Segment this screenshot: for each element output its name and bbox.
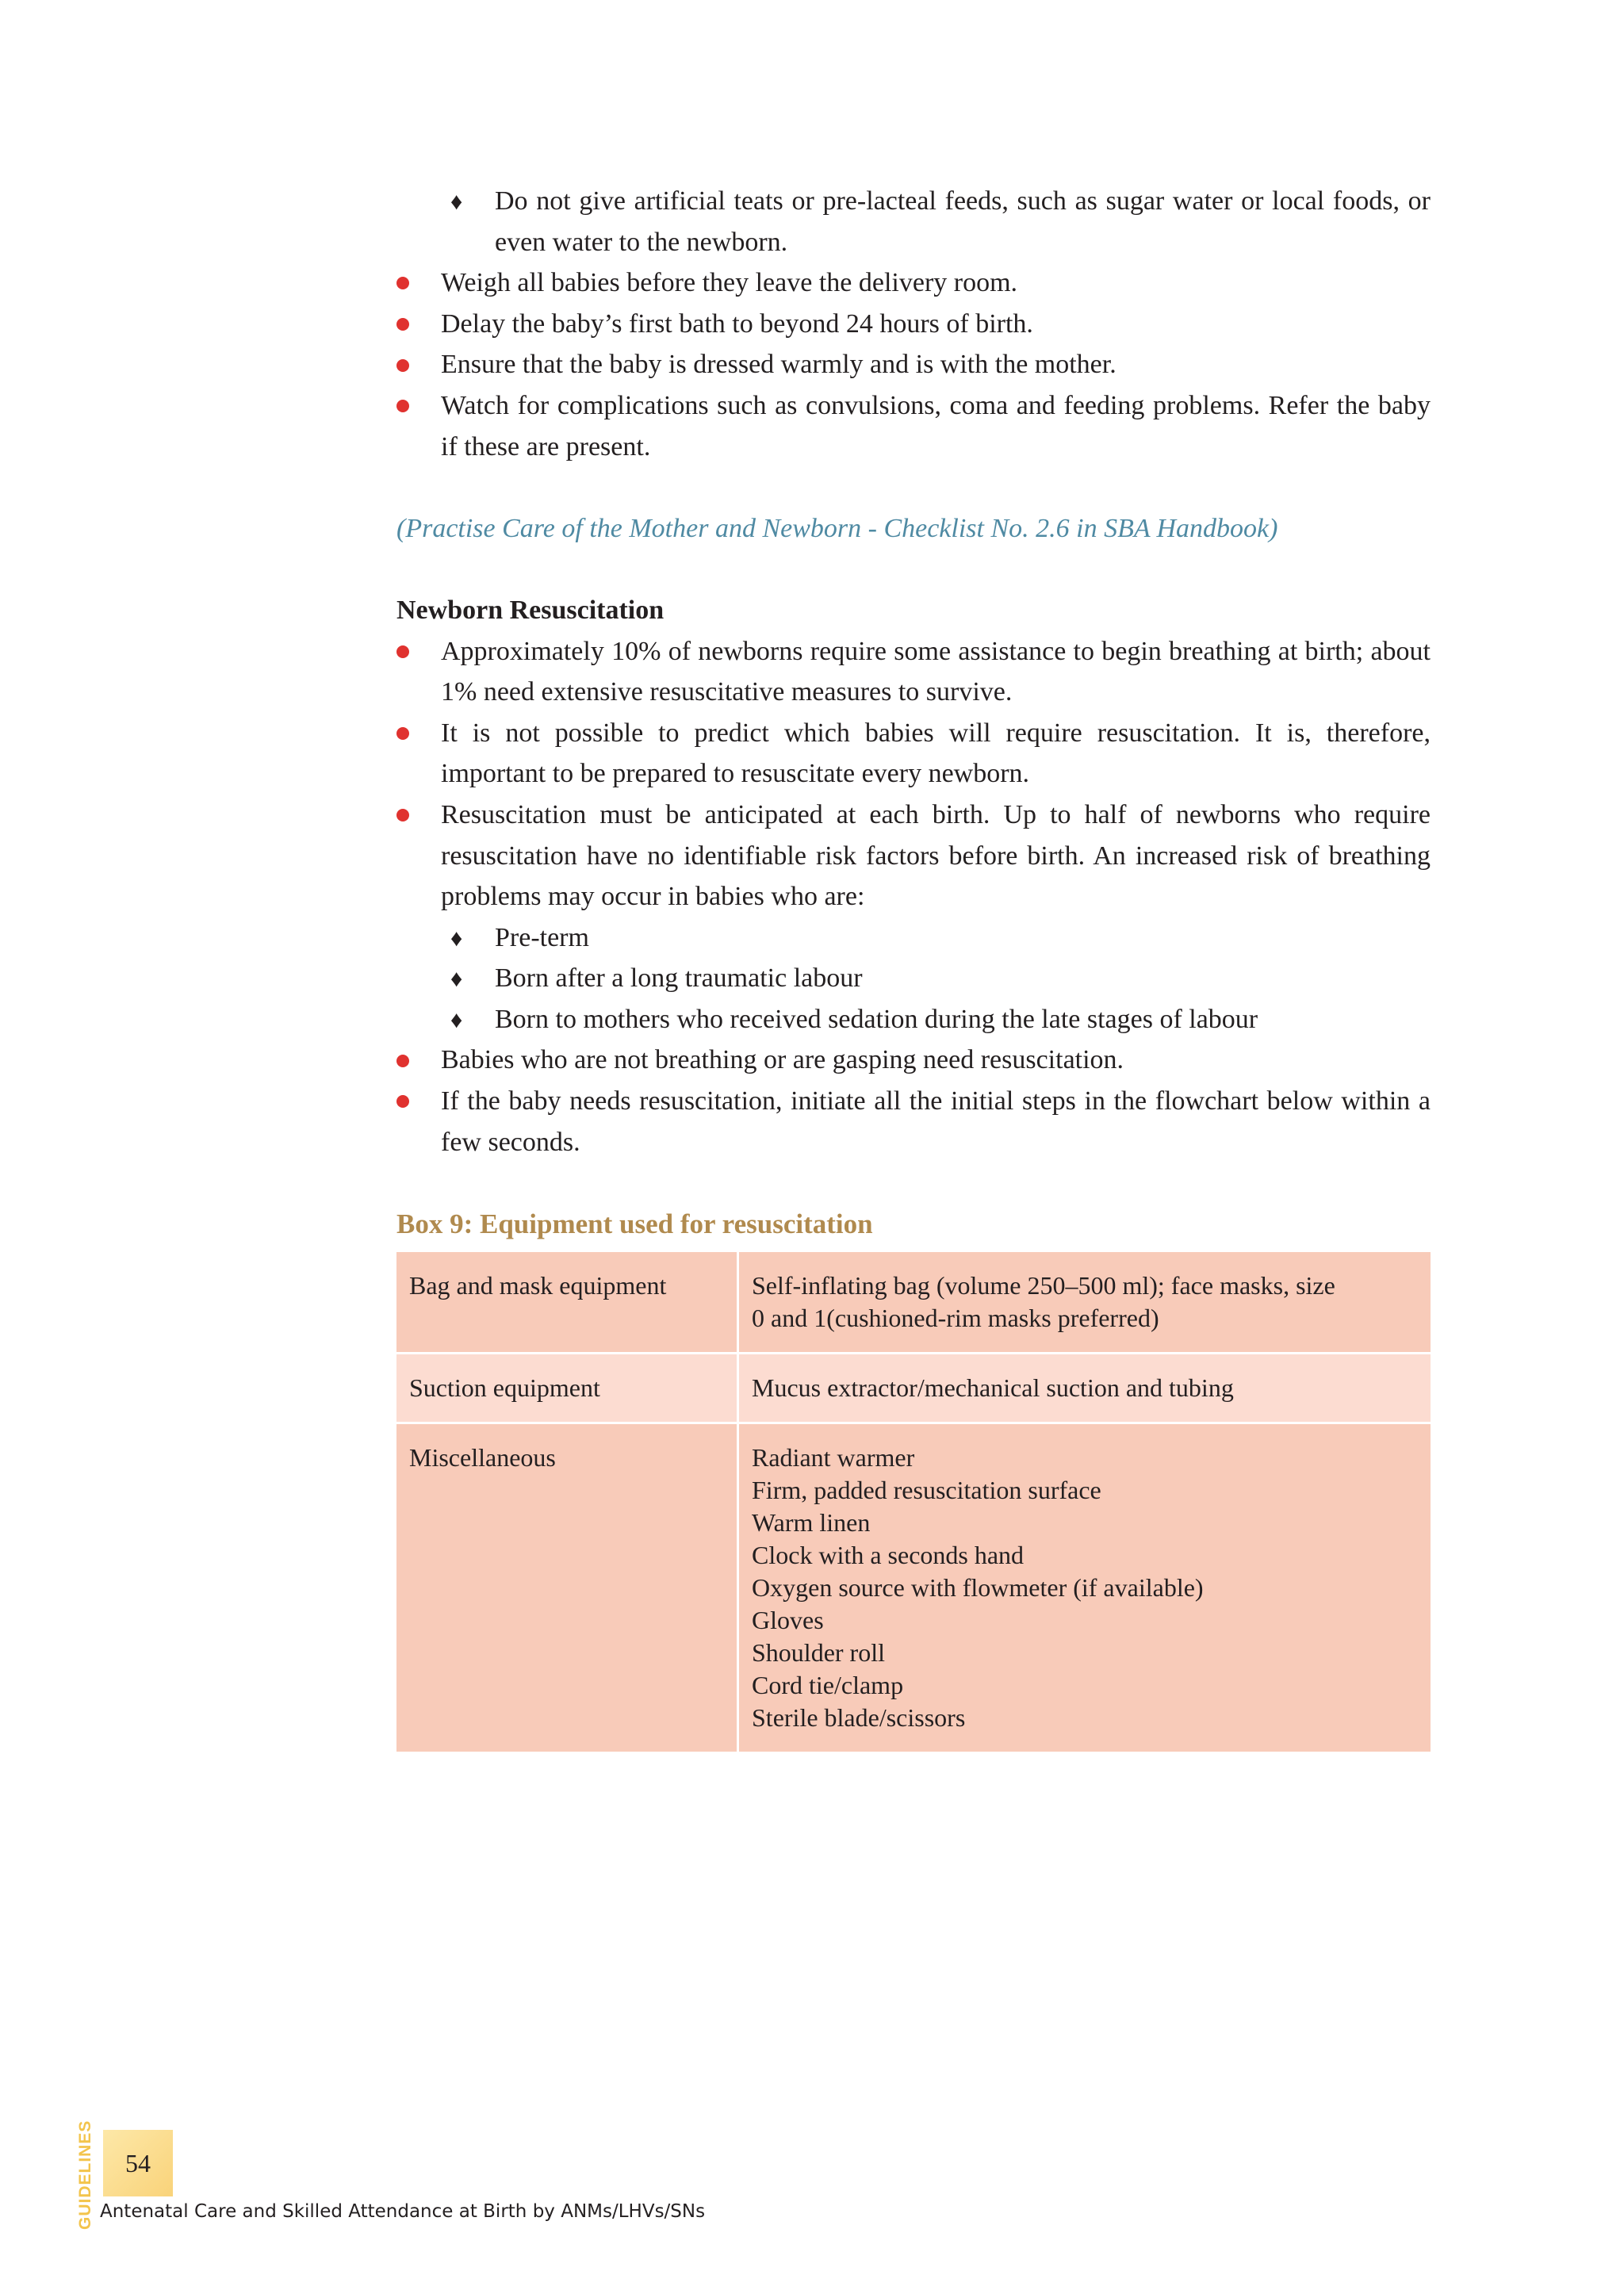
table-cell-line: Radiant warmer: [752, 1443, 915, 1473]
table-cell-line: Sterile blade/scissors: [752, 1703, 966, 1733]
equipment-table: [396, 1252, 1431, 1754]
list-item-text: Approximately 10% of newborns require some assistance to begin breathing at birth; about 1% need extensive resuscitative measures to survive.: [441, 636, 1431, 707]
list-item-text: Born to mothers who received sedation during the late stages of labour: [495, 1004, 1258, 1034]
diamond-bullet-icon: ♦: [450, 966, 463, 993]
red-dot-bullet-icon: [396, 631, 412, 672]
table-cell-line: Warm linen: [752, 1508, 871, 1538]
diamond-bullet-icon: ♦: [450, 1006, 463, 1033]
table-cell-line: Clock with a seconds hand: [752, 1541, 1025, 1570]
table-cell-value: [738, 1423, 1431, 1753]
document-title: Antenatal Care and Skilled Attendance at Birth by ANMs/LHVs/SNs: [100, 2201, 706, 2222]
table-cell-line: Firm, padded resuscitation surface: [752, 1476, 1101, 1505]
list-item-text: If the baby needs resuscitation, initiate all the initial steps in the flowchart below within a few seconds.: [441, 1086, 1431, 1157]
list-item: [396, 385, 1431, 467]
red-dot-bullet-icon: [396, 304, 412, 345]
list-item: [396, 304, 1431, 345]
list-item-text: Weigh all babies before they leave the delivery room.: [441, 268, 1018, 298]
table-cell-label: Suction equipment: [396, 1354, 738, 1423]
list-item: [396, 181, 1431, 262]
red-dot-bullet-icon: [396, 344, 412, 385]
table-cell-label: Miscellaneous: [396, 1423, 738, 1753]
list-item: [396, 262, 1431, 304]
table-cell-value: [738, 1354, 1431, 1423]
list-item-text: Ensure that the baby is dressed warmly and is with the mother.: [441, 350, 1116, 380]
list-item: [396, 795, 1431, 917]
list-item: [396, 713, 1431, 795]
red-dot-bullet-icon: [396, 1081, 412, 1122]
table-cell-line: 0 and 1(cushioned-rim masks preferred): [752, 1304, 1159, 1333]
list-item: [396, 1040, 1431, 1081]
list-item-text: Babies who are not breathing or are gasping need resuscitation.: [441, 1045, 1124, 1075]
table-cell-line: Self-inflating bag (volume 250–500 ml); face masks, size: [752, 1271, 1335, 1300]
list-item-text: It is not possible to predict which babies will require resuscitation. It is, therefore, important to be prepared to resuscitate every newborn.: [441, 718, 1431, 789]
table-cell-line: Mucus extractor/mechanical suction and tubing: [752, 1373, 1234, 1403]
red-dot-bullet-icon: [396, 385, 412, 427]
table-cell-line: Cord tie/clamp: [752, 1671, 904, 1700]
diamond-bullet-icon: ♦: [450, 189, 463, 215]
table-cell-line: Gloves: [752, 1606, 824, 1635]
table-cell-line: Oxygen source with flowmeter (if available): [752, 1573, 1204, 1603]
table-cell-label: Bag and mask equipment: [396, 1252, 738, 1354]
list-item-text: Born after a long traumatic labour: [495, 963, 863, 994]
section-heading: Newborn Resuscitation: [396, 595, 665, 625]
checklist-reference: (Practise Care of the Mother and Newborn - Checklist No. 2.6 in SBA Handbook): [396, 513, 1278, 543]
red-dot-bullet-icon: [396, 713, 412, 754]
list-item-text: Do not give artificial teats or pre-lacteal feeds, such as sugar water or local foods, or even water to the newborn.: [495, 186, 1431, 257]
table-row: [396, 1423, 1431, 1753]
side-label-text: GUIDELINES: [76, 2120, 94, 2230]
table-row: [396, 1354, 1431, 1423]
diamond-bullet-icon: ♦: [450, 925, 463, 952]
table-cell-value: [738, 1252, 1431, 1354]
page-number: 54: [103, 2130, 173, 2196]
red-dot-bullet-icon: [396, 262, 412, 304]
side-label: [73, 2120, 97, 2230]
table-row: [396, 1252, 1431, 1354]
list-item-text: Pre-term: [495, 922, 589, 952]
list-item: [396, 958, 1431, 999]
list-item: [396, 344, 1431, 385]
list-item: [396, 631, 1431, 713]
table-cell-line: Shoulder roll: [752, 1638, 885, 1668]
box-title: Box 9: Equipment used for resuscitation: [396, 1208, 873, 1239]
list-item: [396, 999, 1431, 1040]
list-item-text: Watch for complications such as convulsions, coma and feeding problems. Refer the baby if these are present.: [441, 390, 1431, 461]
page-content: [396, 181, 1431, 1754]
red-dot-bullet-icon: [396, 1040, 412, 1081]
list-item: [396, 1081, 1431, 1162]
list-item-text: Delay the baby’s first bath to beyond 24 hours of birth.: [441, 308, 1033, 339]
list-item-text: Resuscitation must be anticipated at each birth. Up to half of newborns who require resuscitation have no identifiable risk factors before birth. An increased risk of breathing problems may occur in babies who are:: [441, 799, 1431, 912]
red-dot-bullet-icon: [396, 795, 412, 836]
list-item: [396, 917, 1431, 959]
